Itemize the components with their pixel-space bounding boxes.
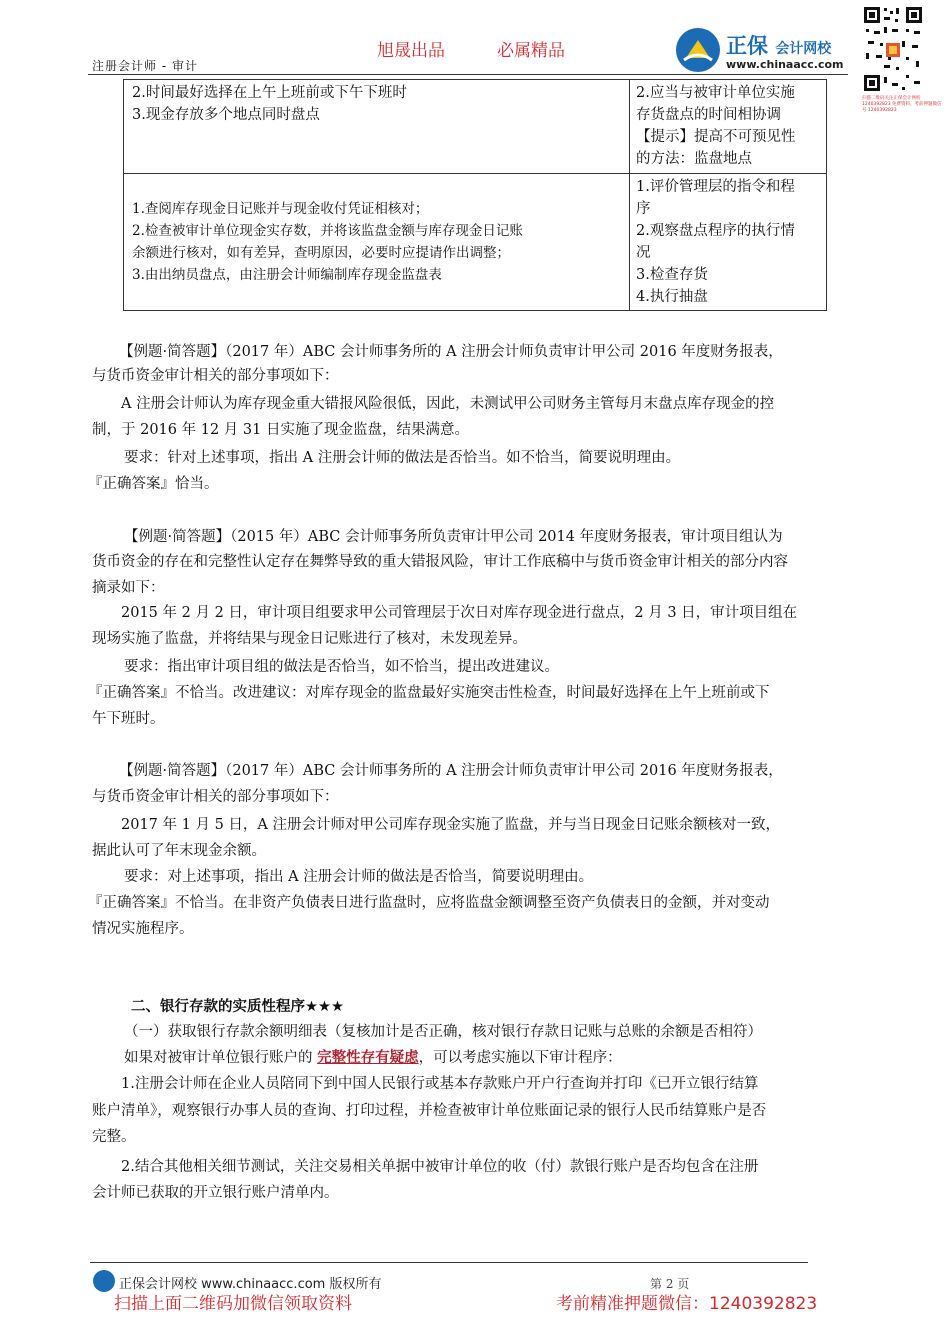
emphasis-text: 完整性存有疑虑 bbox=[317, 1049, 419, 1066]
table-cell bbox=[124, 174, 630, 311]
logo-emblem-icon bbox=[676, 28, 720, 72]
footer-logo-icon bbox=[93, 1270, 115, 1292]
paragraph-line: 2.结合其他相关细节测试，关注交易相关单据中被审计单位的收（付）款银行账户是否均包含在注册 bbox=[121, 1159, 759, 1175]
brand-right: 必属精品 bbox=[497, 41, 565, 61]
section-title: 二、银行存款的实质性程序★★★ bbox=[131, 999, 344, 1015]
answer-line: 『正确答案』不恰当。在非资产负债表日进行监盘时，应将监盘金额调整至资产负债表日的金额，并对变动 bbox=[88, 895, 770, 911]
table-line: 4.执行抽盘 bbox=[636, 289, 708, 305]
answer-line: 情况实施程序。 bbox=[92, 921, 194, 937]
qr-code-icon bbox=[862, 5, 924, 95]
table-line: 2.观察盘点程序的执行情 bbox=[636, 223, 795, 239]
paragraph-line: 现场实施了监盘，并将结果与现金日记账进行了核对，未发现差异。 bbox=[92, 631, 527, 647]
footer-promo-right: 考前精准押题微信：1240392823 bbox=[556, 1294, 818, 1314]
footer-divider bbox=[90, 1262, 808, 1263]
subsection-title: （一）获取银行存款余额明细表（复核加计是否正确，核对银行存款日记账与总账的余额是否相符） bbox=[124, 1024, 762, 1040]
table-line: 3.现金存放多个地点同时盘点 bbox=[132, 107, 320, 123]
paragraph-line: 与货币资金审计相关的部分事项如下： bbox=[92, 368, 339, 384]
table-line: 存货盘点的时间相协调 bbox=[636, 107, 781, 123]
logo-url: www.chinaacc.com bbox=[726, 58, 844, 71]
logo-text: 正保 会计网校 bbox=[726, 34, 832, 58]
table-line: 况 bbox=[636, 245, 651, 261]
requirement-line: 要求：指出审计项目组的做法是否恰当，如不恰当，提出改进建议。 bbox=[124, 659, 559, 675]
example-heading: 【例题·简答题】（2017 年）ABC 会计师事务所的 A 注册会计师负责审计甲公司 2016 年度财务报表， bbox=[119, 344, 783, 360]
example-heading: 【例题·简答题】（2015 年）ABC 会计师事务所负责审计甲公司 2014 年度财务报表，审计项目组认为 bbox=[124, 529, 783, 545]
footer-copyright: 正保会计网校 www.chinaacc.com 版权所有 bbox=[119, 1277, 382, 1292]
table-line: 【提示】提高不可预见性 bbox=[636, 129, 796, 145]
table-line: 2.检查被审计单位现金实存数，并将该监盘金额与库存现金日记账 bbox=[132, 223, 523, 239]
example-heading: 【例题·简答题】（2017 年）ABC 会计师事务所的 A 注册会计师负责审计甲公司 2016 年度财务报表， bbox=[119, 763, 783, 779]
table-line: 的方法：监盘地点 bbox=[636, 151, 752, 167]
course-title: 注册会计师 - 审计 bbox=[92, 59, 198, 73]
table-line: 余额进行核对，如有差异，查明原因，必要时应提请作出调整； bbox=[132, 245, 510, 261]
table-line: 3.检查存货 bbox=[636, 267, 708, 283]
table-line: 3.由出纳员盘点，由注册会计师编制库存现金监盘表 bbox=[132, 267, 442, 283]
table-cell bbox=[124, 80, 630, 174]
text-span: ，可以考虑实施以下审计程序： bbox=[418, 1050, 622, 1066]
paragraph-line: 完整。 bbox=[92, 1129, 136, 1145]
paragraph-line: 会计师已获取的开立银行账户清单内。 bbox=[92, 1185, 339, 1201]
table-row bbox=[124, 80, 827, 174]
table-row bbox=[124, 174, 827, 311]
header-divider bbox=[88, 74, 848, 75]
table-line: 1.查阅库存现金日记账并与现金收付凭证相核对； bbox=[132, 201, 429, 217]
table-cell bbox=[630, 174, 827, 311]
paragraph-line: 制，于 2016 年 12 月 31 日实施了现金监盘，结果满意。 bbox=[92, 422, 469, 438]
paragraph-line: 1.注册会计师在企业人员陪同下到中国人民银行或基本存款账户开户行查询并打印《已开立银行结算 bbox=[121, 1076, 759, 1092]
page-number: 第 2 页 bbox=[650, 1277, 690, 1291]
table-line: 2.应当与被审计单位实施 bbox=[636, 85, 795, 101]
paragraph-line: 与货币资金审计相关的部分事项如下： bbox=[92, 789, 339, 805]
paragraph-line: 货币资金的存在和完整性认定存在舞弊导致的重大错报风险，审计工作底稿中与货币资金审计相关的部分内容 bbox=[92, 554, 788, 570]
footer-promo-left: 扫描上面二维码加微信领取资料 bbox=[114, 1294, 352, 1314]
answer-line: 『正确答案』恰当。 bbox=[88, 476, 219, 492]
text-span: 如果对被审计单位银行账户的 bbox=[124, 1050, 313, 1066]
brand-left: 旭晟出品 bbox=[377, 41, 445, 61]
paragraph-line: 摘录如下： bbox=[92, 580, 165, 596]
procedure-table bbox=[123, 79, 827, 311]
requirement-line: 要求：对上述事项，指出 A 注册会计师的做法是否恰当，简要说明理由。 bbox=[124, 869, 594, 885]
paragraph-line: A 注册会计师认为库存现金重大错报风险很低，因此，未测试甲公司财务主管每月末盘点库存现金的控 bbox=[121, 396, 775, 412]
table-line: 1.评价管理层的指令和程 bbox=[636, 179, 795, 195]
answer-line: 『正确答案』不恰当。改进建议：对库存现金的监盘最好实施突击性检查，时间最好选择在上午上班前或下 bbox=[88, 685, 770, 701]
paragraph-line: 据此认可了年末现金余额。 bbox=[92, 843, 266, 859]
qr-caption: 扫描二维码关注正保会计网校 1240392823 免费资料、考前押题微信号 1240392823 bbox=[862, 96, 942, 113]
paragraph-line: 2017 年 1 月 5 日，A 注册会计师对甲公司库存现金实施了监盘，并与当日现金日记账余额核对一致， bbox=[121, 817, 780, 833]
paragraph-line bbox=[124, 1046, 894, 1070]
paragraph-line: 账户清单》，观察银行办事人员的查询、打印过程，并检查被审计单位账面记录的银行人民币结算账户是否 bbox=[92, 1103, 767, 1119]
requirement-line: 要求：针对上述事项，指出 A 注册会计师的做法是否恰当。如不恰当，简要说明理由。 bbox=[124, 450, 681, 466]
site-logo[interactable] bbox=[676, 24, 866, 74]
table-cell bbox=[630, 80, 827, 174]
table-line: 序 bbox=[636, 201, 651, 217]
paragraph-line: 2015 年 2 月 2 日，审计项目组要求甲公司管理层于次日对库存现金进行盘点，2 月 3 日，审计项目组在 bbox=[121, 605, 798, 621]
table-line: 2.时间最好选择在上午上班前或下午下班时 bbox=[132, 85, 407, 101]
answer-line: 午下班时。 bbox=[92, 711, 165, 727]
